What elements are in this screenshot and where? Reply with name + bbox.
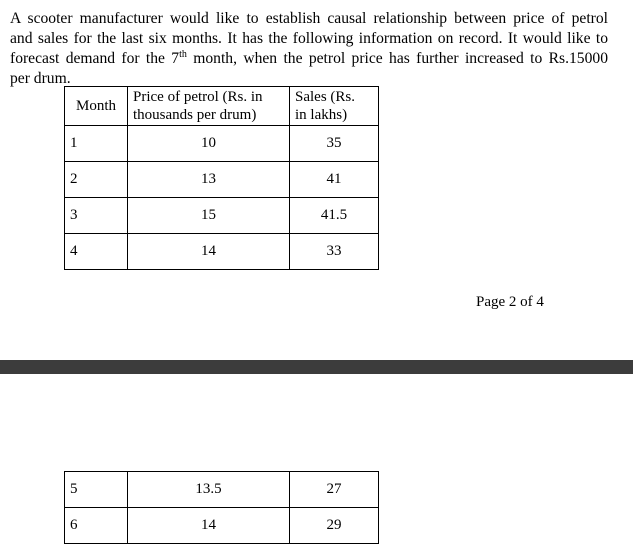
cell-price: 14 <box>128 508 290 544</box>
statement-line-4: per drum. <box>10 70 71 87</box>
cell-sales: 35 <box>290 126 379 162</box>
cell-month: 6 <box>65 508 128 544</box>
header-month: Month <box>65 87 128 126</box>
table-row <box>65 162 379 198</box>
table-row <box>65 472 379 508</box>
page-3 <box>0 374 633 554</box>
cell-price: 14 <box>128 234 290 270</box>
cell-month: 2 <box>65 162 128 198</box>
cell-month: 3 <box>65 198 128 234</box>
page-separator <box>0 360 633 374</box>
table-row <box>65 234 379 270</box>
cell-month: 1 <box>65 126 128 162</box>
cell-sales: 27 <box>290 472 379 508</box>
cell-price: 10 <box>128 126 290 162</box>
header-price: Price of petrol (Rs. in thousands per drum) <box>128 87 290 126</box>
sales-table-continued <box>64 471 379 544</box>
page-number: Page 2 of 4 <box>476 294 544 310</box>
cell-price: 13.5 <box>128 472 290 508</box>
statement-line-3: forecast demand for the 7th month, when the petrol price has further increased to Rs.15000 <box>10 49 608 67</box>
cell-month: 5 <box>65 472 128 508</box>
table-row <box>65 508 379 544</box>
problem-statement <box>10 9 608 89</box>
sales-table <box>64 86 379 270</box>
cell-sales: 41.5 <box>290 198 379 234</box>
cell-sales: 33 <box>290 234 379 270</box>
header-sales: Sales (Rs. in lakhs) <box>290 87 379 126</box>
table-header-row <box>65 87 379 126</box>
statement-line-2: and sales for the last six months. It has the following information on record. It would like to <box>10 30 608 47</box>
cell-sales: 41 <box>290 162 379 198</box>
table-row <box>65 198 379 234</box>
cell-month: 4 <box>65 234 128 270</box>
cell-price: 13 <box>128 162 290 198</box>
table-row <box>65 126 379 162</box>
cell-price: 15 <box>128 198 290 234</box>
cell-sales: 29 <box>290 508 379 544</box>
statement-line-1: A scooter manufacturer would like to establish causal relationship between price of petrol <box>10 10 608 27</box>
